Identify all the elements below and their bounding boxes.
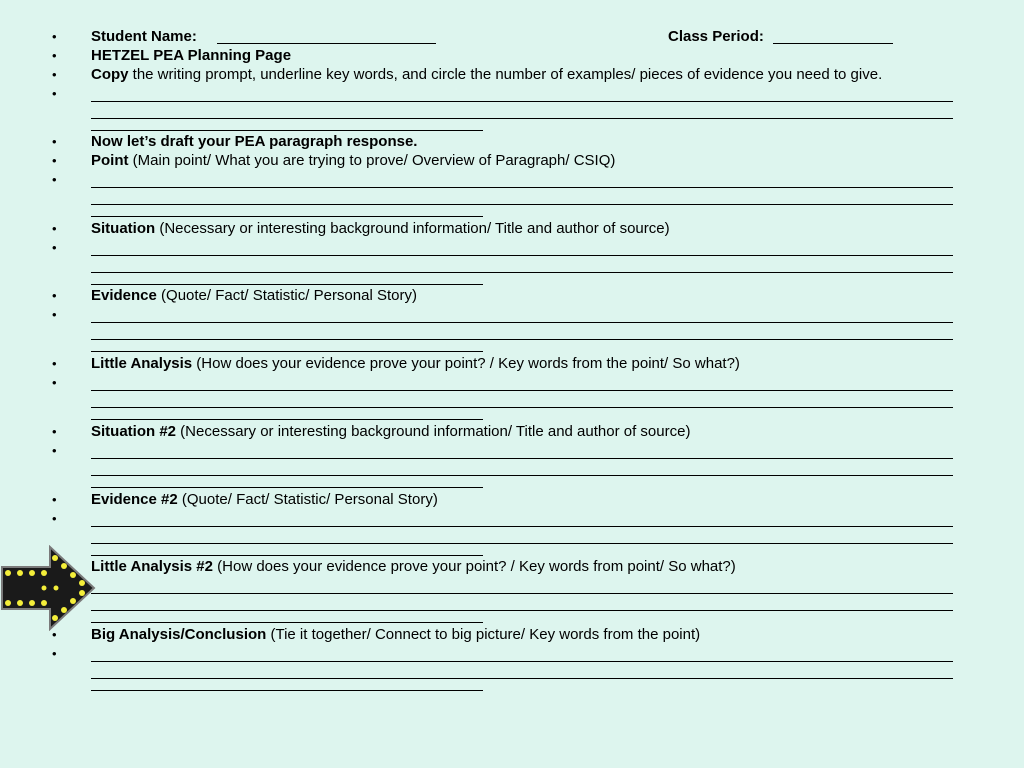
section-heading-bold: Evidence [91,287,157,304]
writing-line[interactable] [91,690,483,691]
bullet: • [52,29,57,44]
writing-line[interactable] [91,272,953,273]
section-heading-bold: Little Analysis [91,355,193,372]
student-name-field[interactable] [217,29,436,44]
section-heading-bold: Big Analysis/Conclusion [91,626,267,643]
writing-line[interactable] [91,322,953,323]
bullet: • [52,48,57,63]
section-heading-text: (Main point/ What you are trying to prove/ Overview of Paragraph/ CSIQ) [128,152,616,169]
section-heading-bold: Evidence #2 [91,491,178,508]
bullet: • [52,307,57,322]
bullet: • [52,153,57,168]
copy-instruction [91,66,882,84]
writing-line[interactable] [91,351,483,352]
writing-line[interactable] [91,610,953,611]
writing-line[interactable] [91,255,953,256]
section-heading-text: (How does your evidence prove your point? / Key words from point/ So what?) [213,558,736,575]
section-heading-text: (Necessary or interesting background information/ Title and author of source) [155,220,670,237]
section-heading-text: (Necessary or interesting background information/ Title and author of source) [176,423,691,440]
writing-line[interactable] [91,661,953,662]
section-heading-text: (Quote/ Fact/ Statistic/ Personal Story) [177,491,438,508]
writing-line[interactable] [91,407,953,408]
marquee-arrow-icon [0,545,96,631]
bullet: • [52,646,57,661]
bullet: • [52,492,57,507]
section-heading [91,558,736,576]
bullet: • [52,424,57,439]
writing-line[interactable] [91,526,953,527]
bullet: • [52,627,57,642]
writing-line[interactable] [91,678,953,679]
writing-line[interactable] [91,339,953,340]
writing-line[interactable] [91,458,953,459]
writing-line[interactable] [91,130,483,131]
bullet: • [52,511,57,526]
writing-line[interactable] [91,543,953,544]
bullet: • [52,240,57,255]
section-heading [91,491,438,509]
bullet: • [52,443,57,458]
section-heading [91,287,417,305]
section-heading-text: (Tie it together/ Connect to big picture/ Key words from the point) [266,626,701,643]
writing-line[interactable] [91,216,483,217]
section-heading-bold: Point [91,152,129,169]
bullet: • [52,67,57,82]
section-heading-text: (Quote/ Fact/ Statistic/ Personal Story) [156,287,417,304]
bullet: • [52,134,57,149]
section-heading-bold: Situation [91,220,156,237]
writing-line[interactable] [91,284,483,285]
page-title: HETZEL PEA Planning Page [91,47,292,64]
bullet: • [52,356,57,371]
draft-heading: Now let’s draft your PEA paragraph response. [91,133,418,150]
section-heading [91,626,700,644]
writing-line[interactable] [91,487,483,488]
section-heading-text: (How does your evidence prove your point? / Key words from the point/ So what?) [192,355,740,372]
section-heading [91,355,740,373]
writing-line[interactable] [91,204,953,205]
bullet: • [52,375,57,390]
section-heading-bold: Little Analysis #2 [91,558,213,575]
class-period-label: Class Period: [668,28,764,45]
writing-line[interactable] [91,475,953,476]
writing-line[interactable] [91,593,953,594]
section-heading [91,423,690,441]
section-heading [91,220,670,238]
writing-line[interactable] [91,419,483,420]
writing-line[interactable] [91,390,953,391]
writing-line[interactable] [91,187,953,188]
writing-line[interactable] [91,101,953,102]
student-name-label: Student Name: [91,28,197,45]
copy-instruction-text: the writing prompt, underline key words, and circle the number of examples/ pieces of evidence you need to give. [128,66,883,83]
bullet: • [52,288,57,303]
bullet: • [52,172,57,187]
writing-line[interactable] [91,555,483,556]
section-heading-bold: Situation #2 [91,423,177,440]
bullet: • [52,86,57,101]
bullet: • [52,221,57,236]
section-heading [91,152,615,170]
writing-line[interactable] [91,118,953,119]
copy-instruction-bold: Copy [91,66,129,83]
class-period-field[interactable] [773,29,893,44]
writing-line[interactable] [91,622,483,623]
